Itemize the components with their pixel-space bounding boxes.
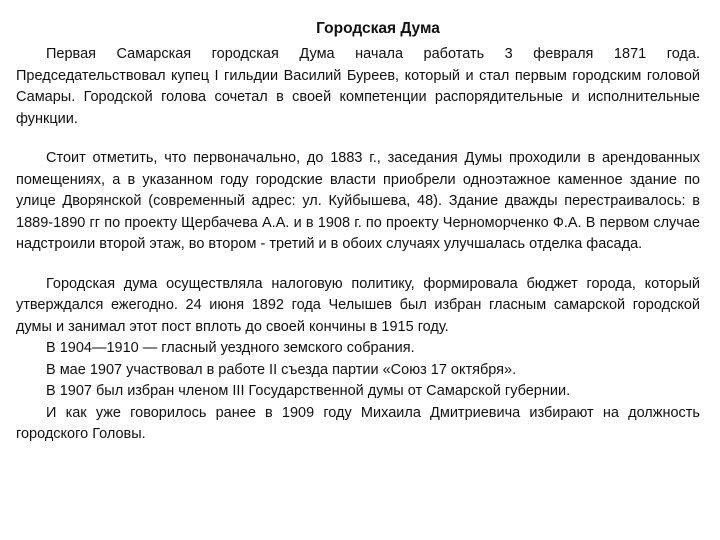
paragraph-city-head: И как уже говорилось ранее в 1909 году Михаила Дмитриевича избирают на должность городского Головы. <box>16 404 700 442</box>
paragraph-gap <box>16 130 700 148</box>
paragraph-congress: В мае 1907 участвовал в работе II съезда партии «Союз 17 октября». <box>46 361 517 378</box>
paragraph-gap <box>16 256 700 274</box>
paragraph-first-duma: Первая Самарская городская Дума начала работать 3 февраля 1871 года. Председательствовал купец I гильдии Василий Буреев, который и стал первым городским головой Самары. Городской голова сочетал в своей компетенции распорядительные и исполнительные функции. <box>16 46 700 127</box>
paragraph-building: Стоит отметить, что первоначально, до 1883 г., заседания Думы проходили в арендованных помещениях, а в указанном году городские власти приобрели одноэтажное каменное здание по улице Дворянской (современный адрес: ул. Куйбышева, 48). Здание дважды перестраивалось: в 1889-1890 гг по проекту Щербачева А.А. и в 1908 г. по проекту Черноморченко Ф.А. В первом случае надстроили второй этаж, во втором - третий и в обоих случаях улучшалась отделка фасада. <box>16 150 700 252</box>
page-title: Городская Дума <box>316 20 440 37</box>
paragraph-zemstvo: В 1904—1910 — гласный уездного земского собрания. <box>46 340 415 356</box>
paragraph-state-duma: В 1907 был избран членом III Государственной думы от Самарской губернии. <box>46 383 571 399</box>
slide-content <box>16 20 700 446</box>
paragraph-tax-policy: Городская дума осуществляла налоговую политику, формировала бюджет города, который утверждался ежегодно. 24 июня 1892 года Челышев был избран гласным самарской городской думы и занимал этот пост вплоть до своей кончины в 1915 году. <box>16 275 700 335</box>
